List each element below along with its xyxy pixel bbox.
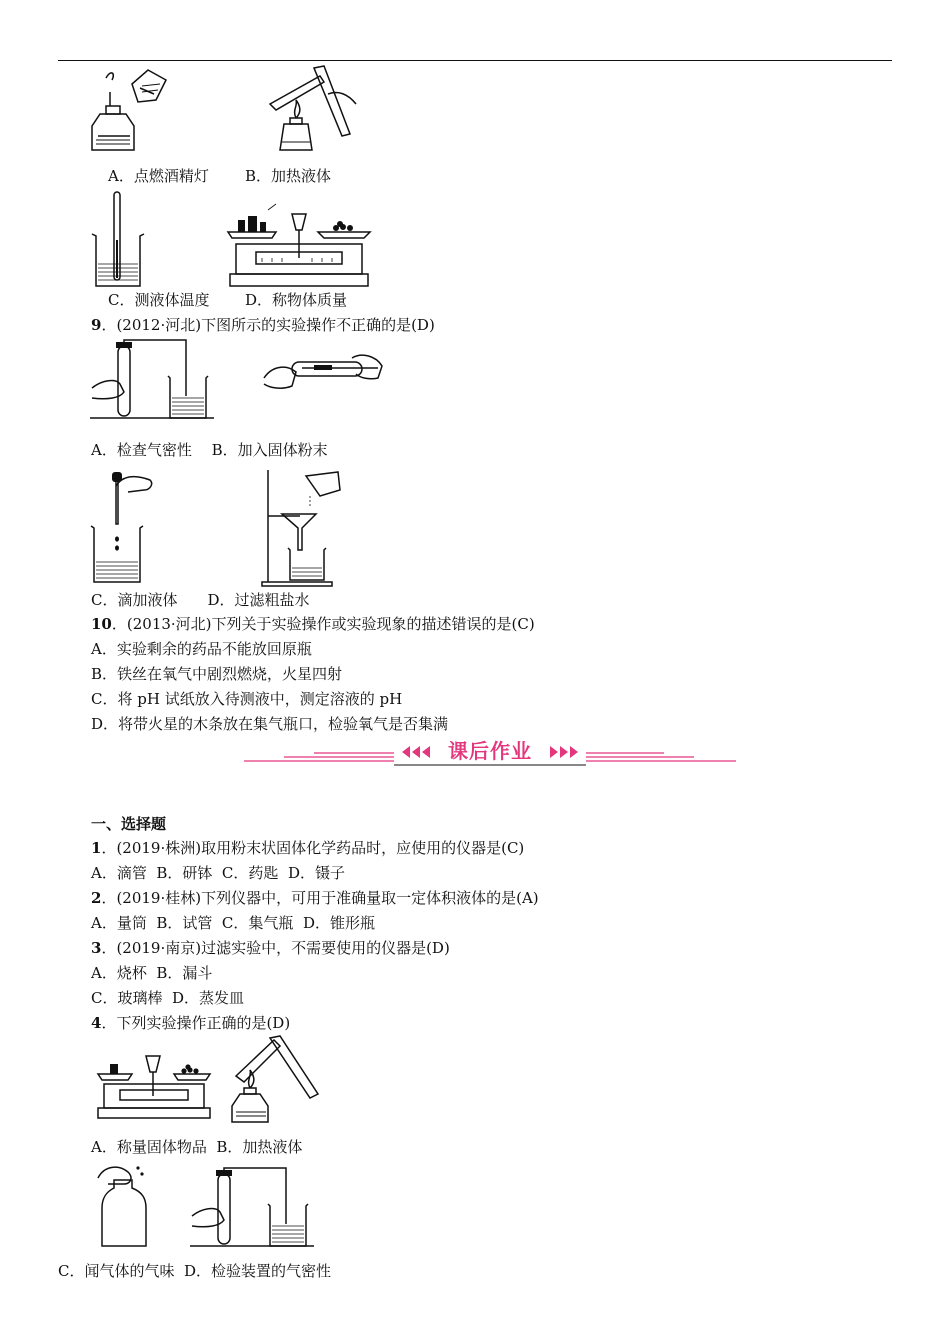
q8-option-d: D．称物体质量 <box>245 291 348 309</box>
question-number: 3 <box>91 939 102 957</box>
q10-option-d: D．将带火星的木条放在集气瓶口，检验氧气是否集满 <box>91 715 449 733</box>
q9-stem <box>91 315 435 335</box>
question-text: ．(2012·河北)下图所示的实验操作不正确的是(D) <box>101 316 435 334</box>
section-heading: 一、选择题 <box>91 815 167 833</box>
q8-option-c: C．测液体温度 <box>108 291 210 309</box>
filtering-salt-water-figure <box>262 468 342 588</box>
adding-solid-powder-figure <box>262 348 384 408</box>
question-text: ．(2019·株洲)取用粉末状固体化学药品时，应使用的仪器是(C) <box>101 839 525 857</box>
balance-weighing-figure <box>96 1046 212 1120</box>
airtightness-check-figure <box>190 1164 314 1250</box>
question-number: 10 <box>91 615 112 633</box>
q8-option-b: B．加热液体 <box>245 167 332 185</box>
banner-title: 课后作业 <box>448 739 532 763</box>
q8-option-a: A．点燃酒精灯 <box>108 167 209 185</box>
hw-q3-options-cd: C．玻璃棒 D．蒸发皿 <box>91 989 245 1007</box>
hw-q4-stem <box>91 1013 290 1033</box>
hw-q3-options-ab: A．烧杯 B．漏斗 <box>91 964 213 982</box>
hw-q1-stem <box>91 838 524 858</box>
dropping-liquid-figure <box>88 466 158 586</box>
hw-q1-options: A．滴管 B．研钵 C．药匙 D．镊子 <box>91 864 345 882</box>
measuring-temperature-figure <box>90 190 146 288</box>
header-rule <box>58 60 892 61</box>
heating-liquid-figure <box>264 64 364 158</box>
hw-q2-stem <box>91 888 539 908</box>
question-number: 9 <box>91 316 102 334</box>
heating-liquid-figure <box>226 1036 322 1126</box>
q10-stem <box>91 614 535 634</box>
q10-option-a: A．实验剩余的药品不能放回原瓶 <box>91 640 312 658</box>
hw-q2-options: A．量筒 B．试管 C．集气瓶 D．锥形瓶 <box>91 914 375 932</box>
smelling-gas-figure <box>98 1162 158 1248</box>
hw-q3-stem <box>91 938 450 958</box>
lighting-alcohol-lamp-figure <box>86 66 176 156</box>
q10-option-b: B．铁丝在氧气中剧烈燃烧，火星四射 <box>91 665 343 683</box>
question-text: ．(2019·桂林)下列仪器中，可用于准确量取一定体积液体的是(A) <box>101 889 539 907</box>
q9-options-ab: A．检查气密性 B．加入固体粉末 <box>91 441 328 459</box>
question-number: 1 <box>91 839 102 857</box>
q10-option-c: C．将 pH 试纸放入待测液中，测定溶液的 pH <box>91 690 403 708</box>
airtightness-check-figure <box>90 336 214 422</box>
hw-q4-options-cd: C．闻气体的气味 D．检验装置的气密性 <box>58 1262 332 1280</box>
hw-q4-options-ab: A．称量固体物品 B．加热液体 <box>91 1138 303 1156</box>
question-text: ．(2013·河北)下列关于实验操作或实验现象的描述错误的是(C) <box>111 615 535 633</box>
balance-weighing-figure <box>226 200 372 290</box>
question-number: 4 <box>91 1014 102 1032</box>
question-number: 2 <box>91 889 102 907</box>
question-text: ．(2019·南京)过滤实验中，不需要使用的仪器是(D) <box>101 939 450 957</box>
question-text: ．下列实验操作正确的是(D) <box>101 1014 291 1032</box>
q9-options-cd: C．滴加液体 D．过滤粗盐水 <box>91 591 310 609</box>
